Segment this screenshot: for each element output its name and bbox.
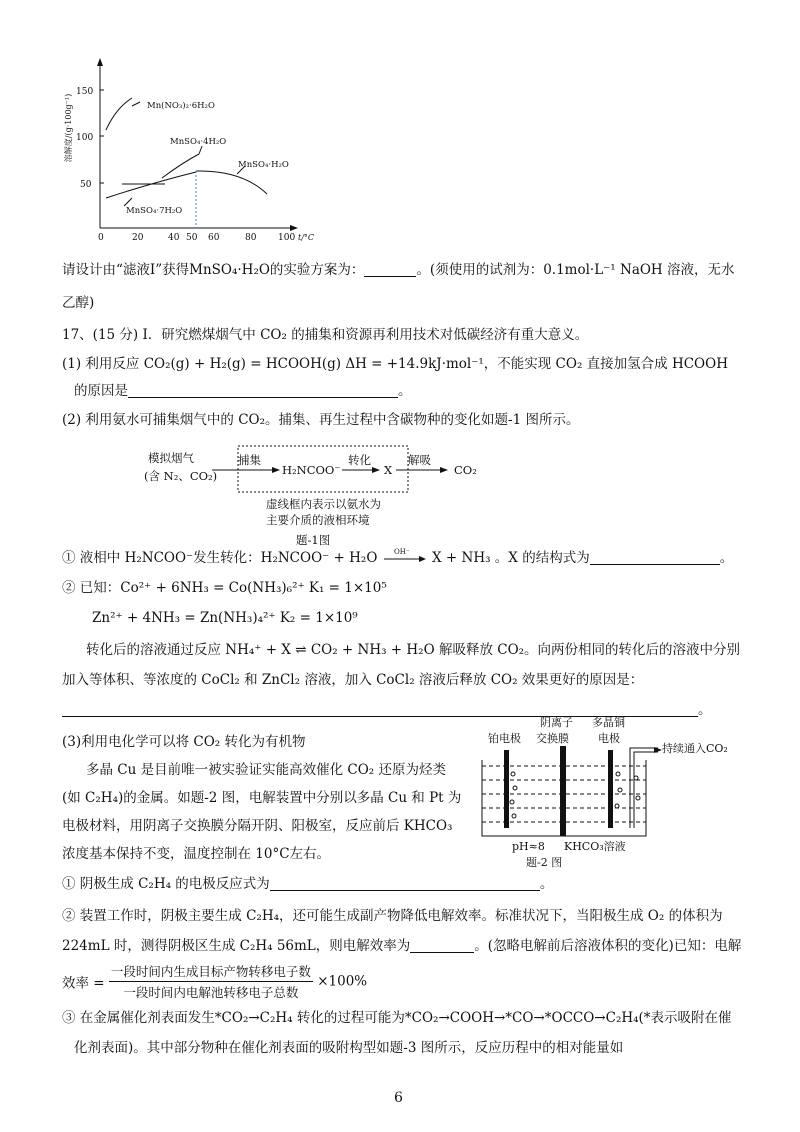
- q17-3-l4: 浓度基本保持不变，温度控制在 10°C左右。: [62, 846, 331, 862]
- q17-3-2b: 224mL 时，测得阴极区生成 C₂H₄ 56mL，则电解效率为 。(忽略电解前后溶液体积的变化)已知：电解: [62, 938, 742, 954]
- curve-mn-nitrate: [106, 98, 132, 130]
- pt-electrode: [504, 750, 509, 828]
- cu-electrode: [608, 750, 613, 828]
- fig1-arrow-convert: 转化: [348, 453, 371, 467]
- q17-2-4: 加入等体积、等浓度的 CoCl₂ 和 ZnCl₂ 溶液，加入 CoCl₂ 溶液后释放 CO₂ 效果更好的原因是：: [62, 672, 644, 688]
- q17-p1-line1: (1) 利用反应 CO₂(g) + H₂(g) = HCOOH(g) ΔH = +14.9kJ·mol⁻¹，不能实现 CO₂ 直接加氢合成 HCOOH: [62, 356, 728, 372]
- x-tick: 60: [208, 233, 220, 243]
- x-tick: 50: [186, 233, 198, 243]
- fig2-ph: pH≈8: [512, 840, 545, 853]
- fraction-denominator: 一段时间内电解池转移电子总数: [123, 985, 299, 1000]
- x-tick: 0: [98, 233, 104, 243]
- curve-label: MnSO₄·4H₂O: [170, 137, 227, 147]
- fig1-source: 模拟烟气: [148, 451, 194, 465]
- anion-exchange-membrane: [560, 746, 566, 836]
- figure-2-electrolysis-cell: [478, 712, 748, 872]
- q17-2-2: ② 已知：Co²⁺ + 6NH₃ = Co(NH₃)₆²⁺ K₁ = 1×10⁵: [62, 580, 387, 596]
- curve-label: Mn(NO₃)₂·6H₂O: [147, 101, 215, 111]
- fig2-label-cu: 电极: [598, 732, 620, 745]
- curve-label: MnSO₄·7H₂O: [126, 206, 183, 216]
- x-tick: 40: [168, 233, 180, 243]
- q17-2-1: ① 液相中 H₂NCOO⁻发生转化：H₂NCOO⁻ + H₂O OH⁻ X + NH₃ 。X 的结构式为 。: [62, 548, 734, 566]
- q17-p1-line2: 的原因是 。: [74, 383, 412, 399]
- curve-mnso4-h2o: [196, 171, 267, 194]
- y-tick: 50: [80, 180, 92, 190]
- q17-2-4-blank: 。: [62, 700, 712, 720]
- q17-2-3: 转化后的溶液通过反应 NH₄⁺ + X ⇌ CO₂ + NH₃ + H₂O 解吸释放 CO₂。向两份相同的转化后的溶液中分别: [86, 642, 741, 658]
- q17-3-3a: ③ 在金属催化剂表面发生*CO₂→C₂H₄ 转化的过程可能为*CO₂→COOH→*CO→*OCCO→C₂H₄(*表示吸附在催: [62, 1010, 732, 1026]
- arrow-condition: OH⁻: [393, 548, 410, 556]
- fig1-co2: CO₂: [454, 463, 477, 477]
- curve-label: MnSO₄·H₂O: [238, 160, 289, 170]
- fig1-arrow-capture: 捕集: [238, 453, 261, 467]
- efficiency-fraction: [109, 962, 313, 1001]
- fig1-source-2: (含 N₂、CO₂): [144, 469, 218, 483]
- q17-p2: (2) 利用氨水可捕集烟气中的 CO₂。捕集、再生过程中含碳物种的变化如题-1 图所示。: [62, 412, 580, 428]
- answer-blank[interactable]: [270, 876, 540, 891]
- x-tick: 20: [132, 233, 144, 243]
- fig1-note-1: 虚线框内表示以氨水为: [266, 497, 381, 511]
- y-tick: 150: [76, 87, 94, 97]
- answer-blank[interactable]: [590, 550, 720, 565]
- answer-blank[interactable]: [410, 938, 474, 953]
- q17-3-l2: (如 C₂H₄)的金属。如题-2 图，电解装置中分别以多晶 Cu 和 Pt 为: [62, 790, 462, 806]
- x-tick: 80: [245, 233, 257, 243]
- q17-title: 17、(15 分) I．研究燃煤烟气中 CO₂ 的捕集和资源再利用技术对低碳经济有重大意义。: [62, 327, 589, 343]
- reaction-arrow-oh: [382, 546, 428, 566]
- answer-blank[interactable]: [128, 383, 398, 398]
- solubility-chart: [62, 58, 332, 248]
- fig1-caption: 题-1图: [296, 533, 331, 547]
- q17-2-2b: Zn²⁺ + 4NH₃ = Zn(NH₃)₄²⁺ K₂ = 1×10⁹: [92, 610, 358, 626]
- fig2-label-membrane-top: 阴离子: [540, 716, 573, 729]
- q16-tail-line1: 请设计由“滤液I”获得MnSO₄·H₂O的实验方案为： 。(须使用的试剂为：0.1mol·L⁻¹ NaOH 溶液，无水: [62, 262, 735, 278]
- fig1-h2ncoo: H₂NCOO⁻: [282, 463, 341, 477]
- page-number: 6: [394, 1090, 403, 1106]
- y-tick: 100: [76, 133, 94, 143]
- x-tick: 100: [278, 233, 296, 243]
- fig1-note-2: 主要介质的液相环境: [266, 513, 370, 527]
- answer-blank[interactable]: [364, 262, 416, 277]
- y-axis-label: 溶解度/(g·100g⁻¹): [64, 93, 73, 163]
- figure-1-process-diagram: [140, 440, 520, 550]
- fig2-caption: 题-2 图: [526, 856, 563, 869]
- fig2-label-membrane: 交换膜: [536, 732, 569, 745]
- q17-3-l3: 电极材料，用阴离子交换膜分隔开阴、阳极室，反应前后 KHCO₃: [62, 818, 453, 834]
- q17-3-l1: 多晶 Cu 是目前唯一被实验证实能高效催化 CO₂ 还原为烃类: [86, 762, 446, 778]
- q17-3-title: (3)利用电化学可以将 CO₂ 转化为有机物: [62, 734, 306, 750]
- fig1-x: X: [384, 463, 393, 477]
- fig2-label-pt: 铂电极: [488, 732, 521, 745]
- fig2-label-co2: 持续通入CO₂: [662, 742, 728, 755]
- fig2-label-cu-top: 多晶铜: [592, 716, 625, 729]
- q17-3-1: ① 阴极生成 C₂H₄ 的电极反应式为 。: [62, 876, 554, 892]
- curve-mnso4-7h2o: [106, 172, 196, 198]
- q17-3-2a: ② 装置工作时，阴极主要生成 C₂H₄，还可能生成副产物降低电解效率。标准状况下，当阳极生成 O₂ 的体积为: [62, 908, 723, 924]
- efficiency-formula: 效率 = $\frac{\text{一段时间内生成目标产物转移电子数}}{\text{一段时间内电解池转移电子总数}}$ ×100%: [62, 964, 368, 1000]
- q17-3-3b: 化剂表面)。其中部分物种在催化剂表面的吸附构型如题-3 图所示，反应历程中的相对能量如: [74, 1040, 624, 1056]
- x-axis-label: t/°C: [298, 233, 315, 242]
- fraction-numerator: 一段时间内生成目标产物转移电子数: [109, 962, 313, 982]
- fig2-solution: KHCO₃溶液: [564, 840, 626, 853]
- fig1-arrow-desorb: 解吸: [408, 453, 431, 467]
- q16-tail-line2: 乙醇): [62, 295, 95, 311]
- curve-mnso4-4h2o: [162, 154, 199, 178]
